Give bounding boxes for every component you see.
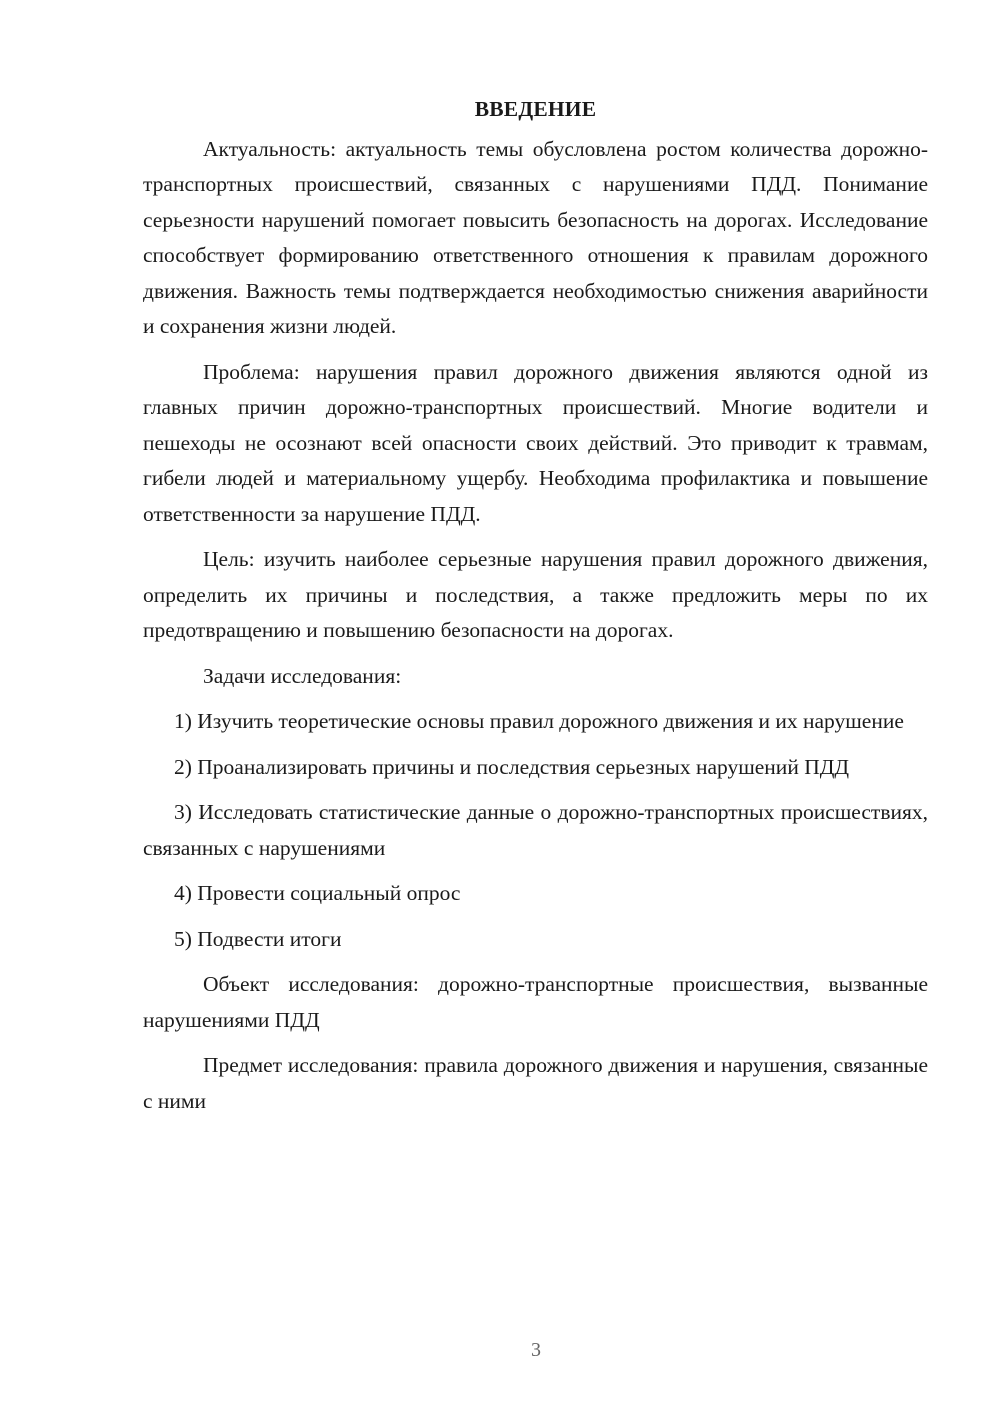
task-item: 5) Подвести итоги xyxy=(174,926,342,951)
research-subject-paragraph: Предмет исследования: правила дорожного движения и нарушения, связанные с ними xyxy=(143,1053,928,1113)
tasks-list xyxy=(143,704,928,957)
goal-paragraph: Цель: изучить наиболее серьезные нарушения правил дорожного движения, определить их причины и последствия, а также предложить меры по их предотвращению и повышению безопасности на дорогах. xyxy=(143,547,928,642)
relevance-paragraph: Актуальность: актуальность темы обусловлена ростом количества дорожно-транспортных происшествий, связанных с нарушениями ПДД. Понимание серьезности нарушений помогает повысить безопасность на дорогах. Исследование способствует формированию ответственного отношения к правилам дорожного движения. Важность темы подтверждается необходимостью снижения аварийности и сохранения жизни людей. xyxy=(143,136,928,338)
task-item: 2) Проанализировать причины и последствия серьезных нарушений ПДД xyxy=(174,754,850,779)
page-content xyxy=(143,92,928,1129)
problem-paragraph: Проблема: нарушения правил дорожного движения являются одной из главных причин дорожно-транспортных происшествий. Многие водители и пешеходы не осознают всей опасности своих действий. Это приводит к травмам, гибели людей и материальному ущербу. Необходима профилактика и повышение ответственности за нарушение ПДД. xyxy=(143,359,928,526)
research-object-paragraph: Объект исследования: дорожно-транспортные происшествия, вызванные нарушениями ПДД xyxy=(143,972,928,1032)
task-item: 3) Исследовать статистические данные о дорожно-транспортных происшествиях, связанных с нарушениями xyxy=(143,800,928,860)
page-heading: ВВЕДЕНИЕ xyxy=(474,97,597,121)
page-number: 3 xyxy=(531,1339,541,1361)
task-item: 4) Провести социальный опрос xyxy=(174,881,461,905)
tasks-title: Задачи исследования: xyxy=(203,663,402,688)
task-item: 1) Изучить теоретические основы правил дорожного движения и их нарушение xyxy=(174,709,904,733)
